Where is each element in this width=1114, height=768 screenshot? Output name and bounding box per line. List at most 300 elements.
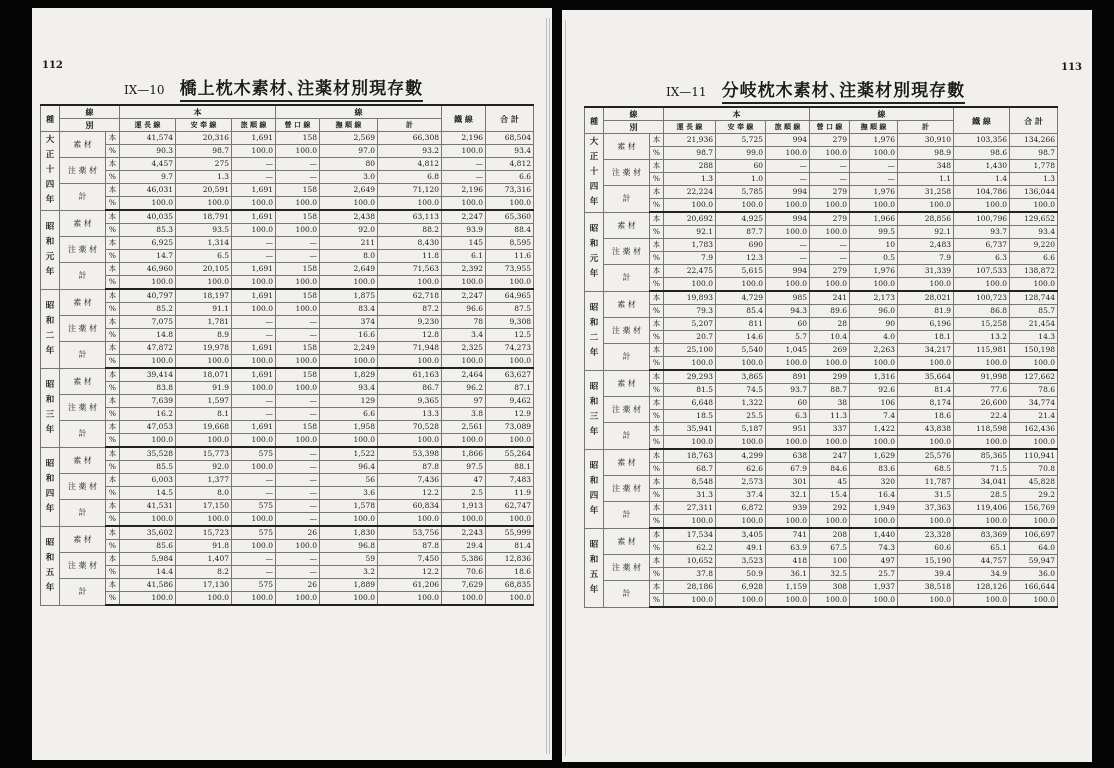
unit-label: % <box>650 199 664 213</box>
value-cell: 100.0 <box>176 434 232 448</box>
value-cell: 6,648 <box>664 397 716 410</box>
value-cell: 85.2 <box>120 303 176 316</box>
value-cell: 18.1 <box>898 331 954 344</box>
value-cell: 20,316 <box>176 132 232 145</box>
value-cell: 158 <box>276 342 320 355</box>
value-cell: 0.5 <box>850 252 898 265</box>
value-cell: — <box>276 316 320 329</box>
value-cell: 100 <box>810 555 850 568</box>
column-header: 安 奉 線 <box>176 119 232 132</box>
value-cell: — <box>276 171 320 184</box>
table-row <box>585 134 1058 147</box>
value-cell: 79.3 <box>664 305 716 318</box>
unit-label: % <box>650 278 664 292</box>
unit-label: 本 <box>106 395 120 408</box>
table-row <box>41 184 534 197</box>
value-cell: 1,966 <box>850 212 898 226</box>
value-cell: 1,522 <box>320 447 378 461</box>
value-cell: 29.2 <box>1010 489 1058 502</box>
value-cell: 158 <box>276 368 320 382</box>
value-cell: 100.0 <box>232 461 276 474</box>
value-cell: 100.0 <box>120 276 176 290</box>
value-cell: 21.4 <box>1010 410 1058 423</box>
value-cell: 17,150 <box>176 500 232 513</box>
value-cell: 129 <box>320 395 378 408</box>
header-hon: 本 <box>120 105 276 119</box>
value-cell: 99.0 <box>716 147 766 160</box>
value-cell: 2,392 <box>442 263 486 276</box>
table-title-text: 分岐枕木素材､注薬材別現存數 <box>722 81 966 104</box>
value-cell: 100.0 <box>664 357 716 371</box>
value-cell: 5,615 <box>716 265 766 278</box>
value-cell: 7,450 <box>378 553 442 566</box>
group-label: 注 薬 材 <box>604 160 650 186</box>
value-cell: 100.0 <box>442 434 486 448</box>
value-cell: 15,190 <box>898 555 954 568</box>
unit-label: 本 <box>650 212 664 226</box>
table-row <box>585 568 1058 581</box>
value-cell: 18.6 <box>898 410 954 423</box>
value-cell: 939 <box>766 502 810 515</box>
value-cell: 67.9 <box>766 463 810 476</box>
value-cell: 1,377 <box>176 474 232 487</box>
value-cell: 1.3 <box>176 171 232 184</box>
value-cell: — <box>232 408 276 421</box>
table-row <box>585 410 1058 423</box>
value-cell: 28,186 <box>664 581 716 594</box>
value-cell: 100.0 <box>276 276 320 290</box>
value-cell: 1,691 <box>232 132 276 145</box>
value-cell: 14.8 <box>120 329 176 342</box>
value-cell: 2,325 <box>442 342 486 355</box>
value-cell: 100.0 <box>276 592 320 606</box>
group-label: 計 <box>604 344 650 371</box>
value-cell: 35,941 <box>664 423 716 436</box>
value-cell: 60 <box>716 160 766 173</box>
value-cell: 28,856 <box>898 212 954 226</box>
unit-label: 本 <box>106 237 120 250</box>
value-cell: 100.0 <box>120 592 176 606</box>
value-cell: 7,639 <box>120 395 176 408</box>
table-row <box>585 581 1058 594</box>
value-cell: 100.0 <box>954 199 1010 213</box>
value-cell: 62.2 <box>664 542 716 555</box>
group-label: 素 材 <box>60 132 106 158</box>
value-cell: 4,812 <box>486 158 534 171</box>
value-cell: 6,872 <box>716 502 766 515</box>
value-cell: 89.6 <box>810 305 850 318</box>
value-cell: 53,398 <box>378 447 442 461</box>
value-cell: 93.2 <box>378 145 442 158</box>
table-title <box>124 74 423 99</box>
value-cell: 47,053 <box>120 421 176 434</box>
value-cell: 10,652 <box>664 555 716 568</box>
table-title-text: 橋上枕木素材､注薬材別現存數 <box>180 79 424 102</box>
value-cell: 100.0 <box>954 278 1010 292</box>
group-label: 計 <box>604 265 650 292</box>
table-row <box>41 289 534 303</box>
header-sub: 別 <box>60 119 120 132</box>
group-label: 素 材 <box>604 449 650 476</box>
value-cell: 3,865 <box>716 370 766 384</box>
value-cell: 91.8 <box>176 540 232 553</box>
unit-label: 本 <box>650 397 664 410</box>
value-cell: 994 <box>766 212 810 226</box>
value-cell: 45 <box>810 476 850 489</box>
header-rail: 線 <box>60 105 120 119</box>
table-row <box>41 566 534 579</box>
value-cell: 100.0 <box>486 355 534 369</box>
unit-label: 本 <box>106 316 120 329</box>
value-cell: 100.0 <box>232 197 276 211</box>
value-cell: 43,838 <box>898 423 954 436</box>
table-code: IX—10 <box>124 83 165 97</box>
value-cell: 15,258 <box>954 318 1010 331</box>
value-cell: 1,875 <box>320 289 378 303</box>
value-cell: 11.6 <box>486 250 534 263</box>
value-cell: 2,173 <box>850 291 898 305</box>
unit-label: 本 <box>650 134 664 147</box>
value-cell: 5,207 <box>664 318 716 331</box>
value-cell: 100.0 <box>850 147 898 160</box>
table-row <box>41 461 534 474</box>
unit-label: 本 <box>650 581 664 594</box>
value-cell: — <box>276 237 320 250</box>
value-cell: 1,691 <box>232 342 276 355</box>
value-cell: 138,872 <box>1010 265 1058 278</box>
page-edge-line <box>546 18 547 754</box>
unit-label: 本 <box>106 132 120 145</box>
era-label: 昭 和 五 年 <box>41 526 60 605</box>
unit-label: 本 <box>106 526 120 540</box>
value-cell: 41,574 <box>120 132 176 145</box>
value-cell: 8.0 <box>176 487 232 500</box>
value-cell: 279 <box>810 134 850 147</box>
value-cell: 100.0 <box>954 357 1010 371</box>
column-header: 營 口 線 <box>810 121 850 134</box>
unit-label: % <box>650 436 664 450</box>
value-cell: 2,249 <box>320 342 378 355</box>
value-cell: 104,786 <box>954 186 1010 199</box>
value-cell: 1,976 <box>850 265 898 278</box>
value-cell: 36.0 <box>1010 568 1058 581</box>
value-cell: 1,976 <box>850 186 898 199</box>
data-table <box>40 104 534 606</box>
value-cell: 1,691 <box>232 184 276 197</box>
table-row <box>585 252 1058 265</box>
value-cell: 100.0 <box>954 515 1010 529</box>
value-cell: 100.0 <box>232 355 276 369</box>
value-cell: 3.0 <box>320 171 378 184</box>
value-cell: 690 <box>716 239 766 252</box>
value-cell: 18.6 <box>486 566 534 579</box>
value-cell: 100.0 <box>378 592 442 606</box>
value-cell: 70,528 <box>378 421 442 434</box>
value-cell: 4.0 <box>850 331 898 344</box>
value-cell: 70.8 <box>1010 463 1058 476</box>
unit-label: % <box>650 410 664 423</box>
value-cell: — <box>810 173 850 186</box>
table-row <box>41 158 534 171</box>
value-cell: 128,126 <box>954 581 1010 594</box>
value-cell: 31,339 <box>898 265 954 278</box>
era-label: 昭 和 四 年 <box>41 447 60 526</box>
value-cell: 320 <box>850 476 898 489</box>
value-cell: 61,163 <box>378 368 442 382</box>
value-cell: 100.0 <box>810 226 850 239</box>
value-cell: 103,356 <box>954 134 1010 147</box>
value-cell: 134,266 <box>1010 134 1058 147</box>
value-cell: 7.9 <box>898 252 954 265</box>
table-row <box>41 329 534 342</box>
unit-label: 本 <box>106 579 120 592</box>
group-label: 素 材 <box>60 447 106 474</box>
value-cell: 21,454 <box>1010 318 1058 331</box>
table-row <box>585 489 1058 502</box>
value-cell: 20,105 <box>176 263 232 276</box>
value-cell: 87.7 <box>716 226 766 239</box>
value-cell: 67.5 <box>810 542 850 555</box>
table-row <box>585 370 1058 384</box>
value-cell: 85.6 <box>120 540 176 553</box>
value-cell: 65.1 <box>954 542 1010 555</box>
value-cell: 12,836 <box>486 553 534 566</box>
era-label: 昭 和 三 年 <box>585 370 604 449</box>
value-cell: 100.0 <box>486 513 534 527</box>
group-label: 素 材 <box>604 212 650 239</box>
value-cell: 2,464 <box>442 368 486 382</box>
unit-label: % <box>650 489 664 502</box>
value-cell: 17,130 <box>176 579 232 592</box>
value-cell: — <box>276 329 320 342</box>
value-cell: 575 <box>232 579 276 592</box>
value-cell: 100.0 <box>1010 278 1058 292</box>
table-row <box>585 384 1058 397</box>
value-cell: — <box>766 173 810 186</box>
value-cell: 3.2 <box>320 566 378 579</box>
value-cell: 100.0 <box>120 197 176 211</box>
value-cell: 1,691 <box>232 289 276 303</box>
value-cell: 4,299 <box>716 449 766 463</box>
table-row <box>41 540 534 553</box>
value-cell: 9,230 <box>378 316 442 329</box>
unit-label: % <box>650 384 664 397</box>
value-cell: 6,003 <box>120 474 176 487</box>
value-cell: 81.5 <box>664 384 716 397</box>
value-cell: 100.0 <box>898 594 954 608</box>
value-cell: 11,787 <box>898 476 954 489</box>
value-cell: 14.4 <box>120 566 176 579</box>
era-label: 昭 和 元 年 <box>41 210 60 289</box>
value-cell: — <box>276 461 320 474</box>
value-cell: 1,314 <box>176 237 232 250</box>
value-cell: 32.1 <box>766 489 810 502</box>
value-cell: 1,829 <box>320 368 378 382</box>
value-cell: 22,224 <box>664 186 716 199</box>
value-cell: 29,293 <box>664 370 716 384</box>
value-cell: 63.9 <box>766 542 810 555</box>
value-cell: 32.5 <box>810 568 850 581</box>
value-cell: 26 <box>276 526 320 540</box>
value-cell: 20,591 <box>176 184 232 197</box>
value-cell: 26 <box>276 579 320 592</box>
header-sen: 線 <box>276 105 442 119</box>
value-cell: 1.3 <box>664 173 716 186</box>
unit-label: % <box>650 252 664 265</box>
page-number: 113 <box>1061 62 1082 73</box>
value-cell: — <box>810 160 850 173</box>
value-cell: 44,757 <box>954 555 1010 568</box>
value-cell: — <box>232 158 276 171</box>
value-cell: 100.0 <box>378 197 442 211</box>
value-cell: 208 <box>810 528 850 542</box>
right-page <box>562 10 1092 762</box>
value-cell: 78.6 <box>1010 384 1058 397</box>
value-cell: 100.0 <box>766 278 810 292</box>
unit-label: % <box>650 542 664 555</box>
table-row <box>585 186 1058 199</box>
table-row <box>585 173 1058 186</box>
table-row <box>41 395 534 408</box>
value-cell: 6,925 <box>120 237 176 250</box>
value-cell: 2.5 <box>442 487 486 500</box>
value-cell: 100.0 <box>378 355 442 369</box>
value-cell: 156,769 <box>1010 502 1058 515</box>
value-cell: 100.0 <box>716 199 766 213</box>
value-cell: 18,791 <box>176 210 232 224</box>
value-cell: — <box>232 316 276 329</box>
value-cell: 13.2 <box>954 331 1010 344</box>
value-cell: 34.9 <box>954 568 1010 581</box>
value-cell: 100.0 <box>1010 594 1058 608</box>
value-cell: — <box>442 171 486 184</box>
value-cell: 97.0 <box>320 145 378 158</box>
value-cell: 1,578 <box>320 500 378 513</box>
table-row <box>41 579 534 592</box>
unit-label: 本 <box>650 555 664 568</box>
unit-label: % <box>106 513 120 527</box>
unit-label: % <box>650 226 664 239</box>
value-cell: 80 <box>320 158 378 171</box>
table-row <box>41 408 534 421</box>
unit-label: 本 <box>650 318 664 331</box>
value-cell: 100.0 <box>232 382 276 395</box>
table-row <box>585 463 1058 476</box>
value-cell: 15.4 <box>810 489 850 502</box>
table-row <box>585 528 1058 542</box>
unit-label: 本 <box>106 158 120 171</box>
value-cell: 994 <box>766 265 810 278</box>
value-cell: 83.6 <box>850 463 898 476</box>
value-cell: 5,725 <box>716 134 766 147</box>
table-row <box>41 145 534 158</box>
value-cell: — <box>276 553 320 566</box>
value-cell: 97 <box>442 395 486 408</box>
value-cell: 150,198 <box>1010 344 1058 357</box>
value-cell: 1,159 <box>766 581 810 594</box>
value-cell: 100.0 <box>766 594 810 608</box>
value-cell: 6.3 <box>954 252 1010 265</box>
value-cell: 100.0 <box>1010 357 1058 371</box>
unit-label: 本 <box>106 342 120 355</box>
value-cell: 84.6 <box>810 463 850 476</box>
value-cell: 77.6 <box>954 384 1010 397</box>
unit-label: % <box>106 592 120 606</box>
table-row <box>585 212 1058 226</box>
value-cell: 68,835 <box>486 579 534 592</box>
unit-label: % <box>650 568 664 581</box>
value-cell: 100.0 <box>176 276 232 290</box>
unit-label: % <box>106 566 120 579</box>
value-cell: 100.0 <box>276 303 320 316</box>
value-cell: 92.6 <box>850 384 898 397</box>
value-cell: 100.0 <box>442 276 486 290</box>
value-cell: 90 <box>850 318 898 331</box>
value-cell: 6.6 <box>486 171 534 184</box>
column-header: 計 <box>898 121 954 134</box>
value-cell: 85,365 <box>954 449 1010 463</box>
value-cell: 100.0 <box>120 434 176 448</box>
value-cell: 951 <box>766 423 810 436</box>
unit-label: 本 <box>106 368 120 382</box>
value-cell: — <box>276 566 320 579</box>
table-row <box>585 436 1058 450</box>
value-cell: 81.9 <box>898 305 954 318</box>
column-header: 計 <box>378 119 442 132</box>
value-cell: 86.7 <box>378 382 442 395</box>
value-cell: 811 <box>716 318 766 331</box>
value-cell: 100.0 <box>850 357 898 371</box>
value-cell: 88.4 <box>486 224 534 237</box>
value-cell: — <box>276 158 320 171</box>
value-cell: 1,629 <box>850 449 898 463</box>
table-row <box>41 421 534 434</box>
value-cell: 8,548 <box>664 476 716 489</box>
value-cell: 100.0 <box>766 515 810 529</box>
column-header: 旅 順 線 <box>766 121 810 134</box>
unit-label: 本 <box>650 291 664 305</box>
value-cell: 741 <box>766 528 810 542</box>
table-row <box>41 250 534 263</box>
table-row <box>41 474 534 487</box>
value-cell: 18,071 <box>176 368 232 382</box>
value-cell: 162,436 <box>1010 423 1058 436</box>
value-cell: — <box>442 158 486 171</box>
value-cell: 40,797 <box>120 289 176 303</box>
value-cell: 3,405 <box>716 528 766 542</box>
value-cell: 100.0 <box>276 145 320 158</box>
value-cell: 19,893 <box>664 291 716 305</box>
value-cell: 64,965 <box>486 289 534 303</box>
group-label: 注 薬 材 <box>60 316 106 342</box>
value-cell: 64.0 <box>1010 542 1058 555</box>
value-cell: — <box>766 252 810 265</box>
unit-label: % <box>106 276 120 290</box>
value-cell: 41,531 <box>120 500 176 513</box>
value-cell: 91.9 <box>176 382 232 395</box>
table-row <box>41 513 534 527</box>
value-cell: 93.4 <box>486 145 534 158</box>
value-cell: 100.0 <box>850 436 898 450</box>
value-cell: 74.3 <box>850 542 898 555</box>
value-cell: 575 <box>232 526 276 540</box>
value-cell: 100.0 <box>898 278 954 292</box>
value-cell: 1,781 <box>176 316 232 329</box>
value-cell: 85.7 <box>1010 305 1058 318</box>
group-label: 計 <box>60 184 106 211</box>
header-sen: 線 <box>810 107 954 121</box>
value-cell: 100.0 <box>766 199 810 213</box>
